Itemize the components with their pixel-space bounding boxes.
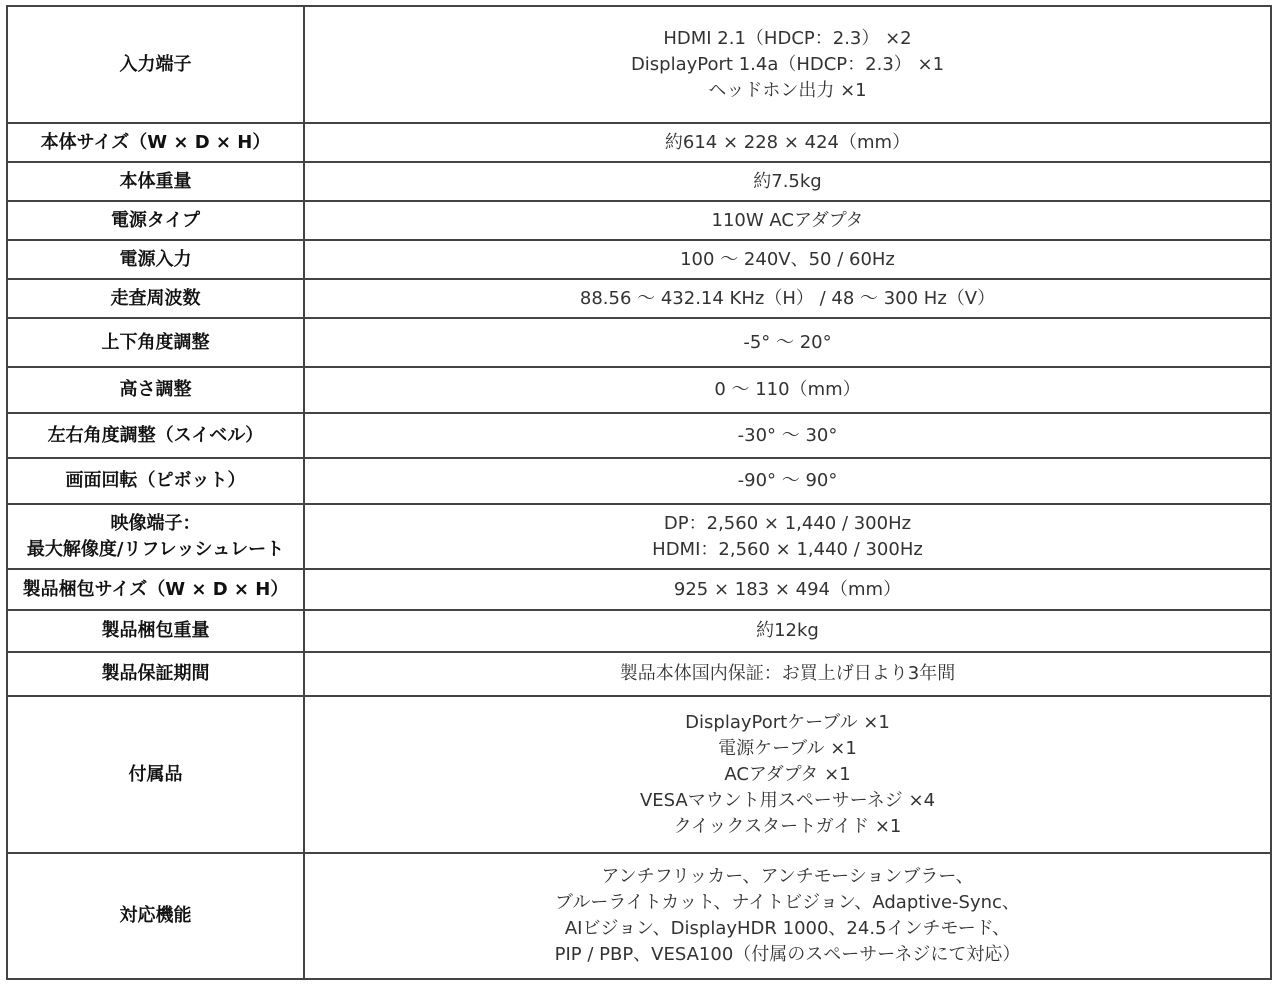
table-row <box>7 6 1271 123</box>
table-row <box>7 318 1271 367</box>
row-label-line: 付属品 <box>128 763 183 785</box>
row-value <box>304 504 1271 569</box>
row-value-line: DP：2,560 × 1,440 / 300Hz <box>663 512 912 534</box>
row-label-line: 対応機能 <box>119 905 192 926</box>
row-value-line: 約7.5kg <box>753 170 822 192</box>
row-label <box>7 458 304 504</box>
table-row <box>7 162 1271 201</box>
table-row <box>7 569 1271 610</box>
row-value <box>304 240 1271 279</box>
row-value <box>304 696 1271 853</box>
row-value <box>304 6 1271 123</box>
table-row <box>7 458 1271 504</box>
row-label-line: 電源入力 <box>119 248 192 270</box>
row-label <box>7 413 304 458</box>
row-value-line: -90° ～ 90° <box>737 470 838 491</box>
row-value-line: VESAマウント用スペーサーネジ ×4 <box>639 789 936 811</box>
table-row <box>7 240 1271 279</box>
row-value <box>304 610 1271 652</box>
row-label-line: 製品保証期間 <box>101 663 210 684</box>
row-value-line: HDMI：2,560 × 1,440 / 300Hz <box>652 538 923 560</box>
table-row <box>7 123 1271 162</box>
row-value <box>304 162 1271 201</box>
row-value-line: ブルーライトカット、ナイトビジョン、Adaptive-Sync、 <box>555 892 1020 913</box>
row-value <box>304 123 1271 162</box>
row-label <box>7 123 304 162</box>
row-label-line: 最大解像度/リフレッシュレート <box>26 538 285 560</box>
row-label-line: 入力端子 <box>119 53 192 75</box>
table-row <box>7 279 1271 318</box>
row-value-line: 0 ～ 110（mm） <box>714 379 861 400</box>
row-label-line: 製品梱包サイズ（W × D × H） <box>22 578 289 600</box>
row-label <box>7 162 304 201</box>
row-label <box>7 6 304 123</box>
row-value <box>304 318 1271 367</box>
row-label <box>7 696 304 853</box>
row-value-line: 88.56 ～ 432.14 KHz（H） / 48 ～ 300 Hz（V） <box>579 287 996 309</box>
table-row <box>7 413 1271 458</box>
row-value-line: 110W ACアダプタ <box>711 209 864 231</box>
row-label <box>7 201 304 240</box>
row-label-line: 電源タイプ <box>110 209 201 231</box>
spec-table <box>6 5 1272 980</box>
row-label <box>7 569 304 610</box>
row-value-line: アンチフリッカー、アンチモーションブラー、 <box>601 866 974 887</box>
row-value-line: DisplayPort 1.4a（HDCP：2.3） ×1 <box>630 53 945 75</box>
row-label-line: 高さ調整 <box>119 379 192 400</box>
row-label-line: 映像端子： <box>110 512 201 534</box>
table-row <box>7 201 1271 240</box>
row-value <box>304 367 1271 413</box>
row-value-line: クイックスタートガイド ×1 <box>673 815 902 837</box>
row-value <box>304 458 1271 504</box>
row-value <box>304 652 1271 696</box>
table-row <box>7 610 1271 652</box>
row-label-line: 製品梱包重量 <box>101 620 210 641</box>
row-value-line: PIP / PBP、VESA100（付属のスペーサーネジにて対応） <box>554 944 1021 965</box>
table-row <box>7 652 1271 696</box>
table-row <box>7 504 1271 569</box>
table-row <box>7 367 1271 413</box>
table-row <box>7 853 1271 979</box>
row-value-line: 約12kg <box>756 620 819 641</box>
row-value <box>304 853 1271 979</box>
row-value-line: DisplayPortケーブル ×1 <box>685 711 890 733</box>
row-label-line: 画面回転（ピボット） <box>65 470 246 491</box>
row-value-line: -5° ～ 20° <box>743 331 832 353</box>
row-label-line: 左右角度調整（スイベル） <box>47 424 264 446</box>
table-row <box>7 696 1271 853</box>
row-label <box>7 504 304 569</box>
row-value <box>304 413 1271 458</box>
row-value-line: ヘッドホン出力 ×1 <box>708 79 867 101</box>
row-value-line: 925 × 183 × 494（mm） <box>673 578 902 600</box>
row-value-line: 電源ケーブル ×1 <box>718 737 857 759</box>
row-value-line: -30° ～ 30° <box>737 424 838 446</box>
row-label <box>7 610 304 652</box>
row-value <box>304 279 1271 318</box>
row-label <box>7 367 304 413</box>
row-value-line: 100 ～ 240V、50 / 60Hz <box>680 248 895 270</box>
row-value-line: 製品本体国内保証：お買上げ日より3年間 <box>619 663 956 684</box>
row-label <box>7 240 304 279</box>
row-value-line: ACアダプタ ×1 <box>724 763 851 785</box>
row-label-line: 本体重量 <box>119 170 192 192</box>
row-value-line: AIビジョン、DisplayHDR 1000、24.5インチモード、 <box>564 918 1011 939</box>
row-value-line: 約614 × 228 × 424（mm） <box>664 131 911 153</box>
row-label <box>7 279 304 318</box>
row-label <box>7 853 304 979</box>
row-label-line: 本体サイズ（W × D × H） <box>40 131 271 153</box>
row-value <box>304 201 1271 240</box>
row-value <box>304 569 1271 610</box>
row-label <box>7 652 304 696</box>
row-label-line: 上下角度調整 <box>101 331 210 353</box>
row-value-line: HDMI 2.1（HDCP：2.3） ×2 <box>663 27 912 49</box>
row-label <box>7 318 304 367</box>
row-label-line: 走査周波数 <box>110 287 201 309</box>
